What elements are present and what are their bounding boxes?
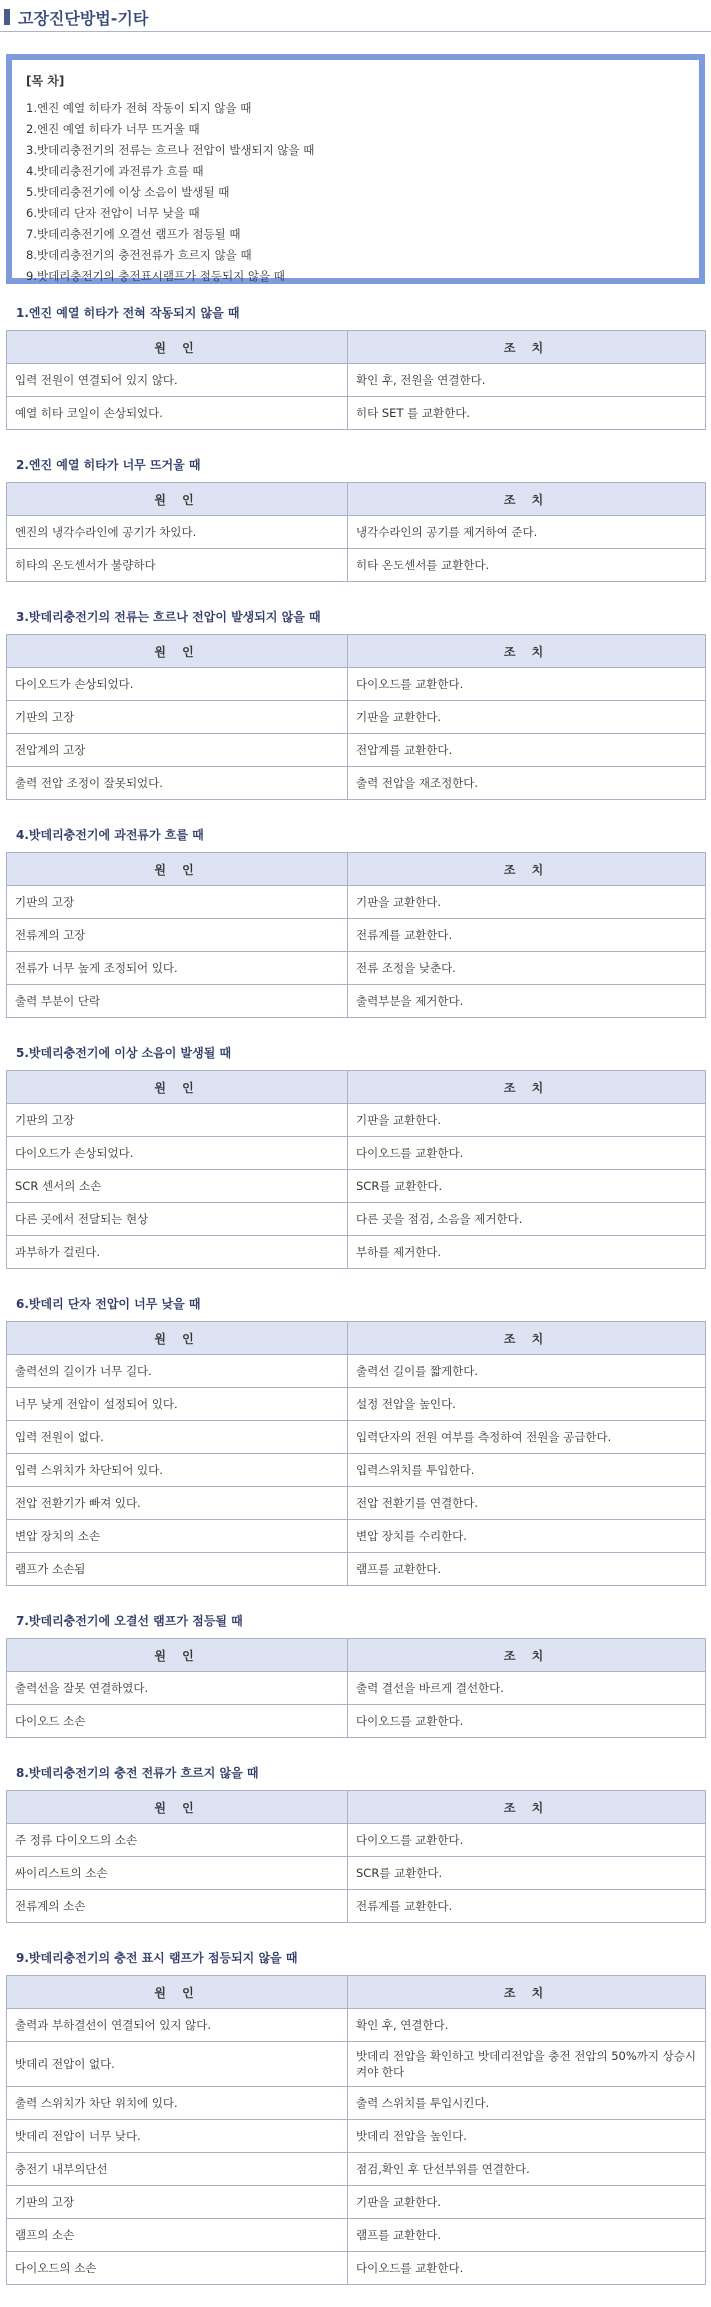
cause-cell: 출력 전압 조정이 잘못되었다. <box>7 767 348 800</box>
table-row <box>7 1890 706 1923</box>
table-row <box>7 2219 706 2252</box>
cause-cell: 전류가 너무 높게 조정되어 있다. <box>7 952 348 985</box>
table-row <box>7 668 706 701</box>
table-row <box>7 1421 706 1454</box>
section-title: 3.밧데리충전기의 전류는 흐르나 전압이 발생되지 않을 때 <box>16 610 321 624</box>
table-row <box>7 1857 706 1890</box>
cause-cell: 예열 히타 코일이 손상되었다. <box>7 397 348 430</box>
toc-item[interactable]: 7.밧데리충전기에 오결선 램프가 점등될 때 <box>26 227 241 241</box>
cause-action-table <box>6 1975 706 2285</box>
table-row <box>7 1553 706 1586</box>
table-row <box>7 734 706 767</box>
header-action: 조 치 <box>348 1639 706 1672</box>
action-cell: 램프를 교환한다. <box>348 2219 706 2252</box>
table-header-row <box>7 1639 706 1672</box>
header-cause: 원 인 <box>7 853 348 886</box>
title-marker-icon <box>4 9 10 25</box>
action-cell: 밧데리 전압을 확인하고 밧데리전압을 충전 전압의 50%까지 상승시켜야 한다 <box>348 2042 706 2087</box>
table-row <box>7 1355 706 1388</box>
action-cell: 냉각수라인의 공기를 제거하여 준다. <box>348 516 706 549</box>
table-row <box>7 1236 706 1269</box>
cause-cell: 기판의 고장 <box>7 1104 348 1137</box>
header-action: 조 치 <box>348 1976 706 2009</box>
table-row <box>7 1520 706 1553</box>
toc-item[interactable]: 2.엔진 예열 히타가 너무 뜨거울 때 <box>26 122 200 136</box>
header-action: 조 치 <box>348 635 706 668</box>
action-cell: 다이오드를 교환한다. <box>348 1137 706 1170</box>
cause-cell: 전류계의 소손 <box>7 1890 348 1923</box>
header-action: 조 치 <box>348 1791 706 1824</box>
cause-action-table <box>6 482 706 582</box>
action-cell: 히타 SET 를 교환한다. <box>348 397 706 430</box>
toc-item[interactable]: 5.밧데리충전기에 이상 소음이 발생될 때 <box>26 185 230 199</box>
table-row <box>7 2042 706 2087</box>
cause-cell: 과부하가 걸린다. <box>7 1236 348 1269</box>
cause-cell: 기판의 고장 <box>7 701 348 734</box>
troubleshoot-section <box>6 1756 705 1941</box>
toc-item[interactable]: 4.밧데리충전기에 과전류가 흐를 때 <box>26 164 204 178</box>
header-cause: 원 인 <box>7 331 348 364</box>
header-cause: 원 인 <box>7 635 348 668</box>
table-header-row <box>7 1071 706 1104</box>
table-row <box>7 1454 706 1487</box>
action-cell: 다이오드를 교환한다. <box>348 1824 706 1857</box>
action-cell: SCR를 교환한다. <box>348 1170 706 1203</box>
action-cell: 다른 곳을 점검, 소음을 제거한다. <box>348 1203 706 1236</box>
action-cell: 기판을 교환한다. <box>348 2186 706 2219</box>
cause-cell: 램프의 소손 <box>7 2219 348 2252</box>
cause-action-table <box>6 330 706 430</box>
toc-item[interactable]: 1.엔진 예열 히타가 전혀 작동이 되지 않을 때 <box>26 101 252 115</box>
action-cell: 전류 조정을 낮춘다. <box>348 952 706 985</box>
page-header <box>0 0 711 34</box>
table-row <box>7 516 706 549</box>
toc-item[interactable]: 9.밧데리충전기의 충전표시램프가 점등되지 않을 때 <box>26 269 285 283</box>
page-title: 고장진단방법-기타 <box>18 9 149 28</box>
cause-cell: 출력선을 잘못 연결하였다. <box>7 1672 348 1705</box>
table-row <box>7 767 706 800</box>
section-title: 1.엔진 예열 히타가 전혀 작동되지 않을 때 <box>16 306 240 320</box>
table-row <box>7 1203 706 1236</box>
cause-cell: 밧데리 전압이 없다. <box>7 2042 348 2087</box>
action-cell: 히타 온도센서를 교환한다. <box>348 549 706 582</box>
action-cell: 점검,확인 후 단선부위를 연결한다. <box>348 2153 706 2186</box>
table-row <box>7 2087 706 2120</box>
header-cause: 원 인 <box>7 483 348 516</box>
action-cell: 출력 스위치를 투입시킨다. <box>348 2087 706 2120</box>
table-row <box>7 2252 706 2285</box>
action-cell: 다이오드를 교환한다. <box>348 668 706 701</box>
section-title: 4.밧데리충전기에 과전류가 흐를 때 <box>16 828 204 842</box>
header-action: 조 치 <box>348 331 706 364</box>
cause-action-table <box>6 1638 706 1738</box>
toc-item[interactable]: 6.밧데리 단자 전압이 너무 낮을 때 <box>26 206 200 220</box>
cause-action-table <box>6 634 706 800</box>
header-action: 조 치 <box>348 1322 706 1355</box>
table-of-contents <box>6 54 705 284</box>
action-cell: 전압 전환기를 연결한다. <box>348 1487 706 1520</box>
title-divider <box>0 31 711 32</box>
cause-cell: 변압 장치의 소손 <box>7 1520 348 1553</box>
toc-item[interactable]: 3.밧데리충전기의 전류는 흐르나 전압이 발생되지 않을 때 <box>26 143 315 157</box>
header-action: 조 치 <box>348 853 706 886</box>
action-cell: 기판을 교환한다. <box>348 701 706 734</box>
cause-cell: 전압계의 고장 <box>7 734 348 767</box>
header-action: 조 치 <box>348 483 706 516</box>
action-cell: 전류계를 교환한다. <box>348 919 706 952</box>
cause-cell: 입력 전원이 없다. <box>7 1421 348 1454</box>
table-row <box>7 2120 706 2153</box>
troubleshoot-section <box>6 818 705 1036</box>
action-cell: 설정 전압을 높인다. <box>348 1388 706 1421</box>
cause-cell: 충전기 내부의단선 <box>7 2153 348 2186</box>
table-row <box>7 549 706 582</box>
action-cell: 램프를 교환한다. <box>348 1553 706 1586</box>
action-cell: SCR를 교환한다. <box>348 1857 706 1890</box>
section-title: 2.엔진 예열 히타가 너무 뜨거울 때 <box>16 458 201 472</box>
action-cell: 기판을 교환한다. <box>348 1104 706 1137</box>
action-cell: 출력선 길이를 짧게한다. <box>348 1355 706 1388</box>
table-header-row <box>7 331 706 364</box>
cause-cell: 너무 낮게 전압이 설정되어 있다. <box>7 1388 348 1421</box>
troubleshoot-section <box>6 1604 705 1756</box>
cause-cell: 다른 곳에서 전달되는 현상 <box>7 1203 348 1236</box>
table-row <box>7 1170 706 1203</box>
table-row <box>7 364 706 397</box>
cause-cell: 다이오드 소손 <box>7 1705 348 1738</box>
cause-cell: SCR 센서의 소손 <box>7 1170 348 1203</box>
troubleshoot-section <box>6 600 705 818</box>
cause-cell: 출력 스위치가 차단 위치에 있다. <box>7 2087 348 2120</box>
cause-cell: 출력 부분이 단락 <box>7 985 348 1018</box>
table-row <box>7 952 706 985</box>
toc-heading: [목 차] <box>26 74 65 88</box>
action-cell: 부하를 제거한다. <box>348 1236 706 1269</box>
table-row <box>7 1705 706 1738</box>
action-cell: 출력부분을 제거한다. <box>348 985 706 1018</box>
troubleshoot-section <box>6 448 705 600</box>
action-cell: 다이오드를 교환한다. <box>348 1705 706 1738</box>
cause-cell: 전류계의 고장 <box>7 919 348 952</box>
table-row <box>7 919 706 952</box>
cause-cell: 밧데리 전압이 너무 낮다. <box>7 2120 348 2153</box>
header-cause: 원 인 <box>7 1976 348 2009</box>
table-row <box>7 886 706 919</box>
header-cause: 원 인 <box>7 1639 348 1672</box>
cause-cell: 히타의 온도센서가 불량하다 <box>7 549 348 582</box>
cause-cell: 출력과 부하결선이 연결되어 있지 않다. <box>7 2009 348 2042</box>
header-cause: 원 인 <box>7 1071 348 1104</box>
troubleshoot-section <box>6 1036 705 1287</box>
header-cause: 원 인 <box>7 1791 348 1824</box>
table-row <box>7 2153 706 2186</box>
table-row <box>7 2009 706 2042</box>
cause-cell: 주 정류 다이오드의 소손 <box>7 1824 348 1857</box>
toc-item[interactable]: 8.밧데리충전기의 충전전류가 흐르지 않을 때 <box>26 248 252 262</box>
action-cell: 확인 후, 연결한다. <box>348 2009 706 2042</box>
cause-cell: 입력 전원이 연결되어 있지 않다. <box>7 364 348 397</box>
header-cause: 원 인 <box>7 1322 348 1355</box>
header-action: 조 치 <box>348 1071 706 1104</box>
action-cell: 출력 전압을 재조정한다. <box>348 767 706 800</box>
table-row <box>7 1824 706 1857</box>
cause-cell: 기판의 고장 <box>7 2186 348 2219</box>
troubleshoot-section <box>6 296 705 448</box>
cause-action-table <box>6 1321 706 1586</box>
cause-action-table <box>6 852 706 1018</box>
table-header-row <box>7 1791 706 1824</box>
cause-cell: 엔진의 냉각수라인에 공기가 차있다. <box>7 516 348 549</box>
cause-cell: 램프가 소손됨 <box>7 1553 348 1586</box>
troubleshoot-section <box>6 1287 705 1604</box>
action-cell: 전압계를 교환한다. <box>348 734 706 767</box>
cause-cell: 다이오드가 손상되었다. <box>7 668 348 701</box>
table-row <box>7 1137 706 1170</box>
table-row <box>7 2186 706 2219</box>
section-title: 9.밧데리충전기의 충전 표시 램프가 점등되지 않을 때 <box>16 1951 298 1965</box>
action-cell: 기판을 교환한다. <box>348 886 706 919</box>
cause-cell: 입력 스위치가 차단되어 있다. <box>7 1454 348 1487</box>
table-header-row <box>7 635 706 668</box>
action-cell: 밧데리 전압을 높인다. <box>348 2120 706 2153</box>
table-header-row <box>7 1322 706 1355</box>
troubleshoot-section <box>6 1941 705 2303</box>
section-title: 7.밧데리충전기에 오결선 램프가 점등될 때 <box>16 1614 243 1628</box>
action-cell: 변압 장치를 수리한다. <box>348 1520 706 1553</box>
table-row <box>7 701 706 734</box>
cause-cell: 기판의 고장 <box>7 886 348 919</box>
action-cell: 입력단자의 전원 여부를 측정하여 전원을 공급한다. <box>348 1421 706 1454</box>
section-title: 8.밧데리충전기의 충전 전류가 흐르지 않을 때 <box>16 1766 259 1780</box>
action-cell: 입력스위치를 투입한다. <box>348 1454 706 1487</box>
table-row <box>7 985 706 1018</box>
table-row <box>7 1104 706 1137</box>
cause-cell: 출력선의 길이가 너무 길다. <box>7 1355 348 1388</box>
section-title: 6.밧데리 단자 전압이 너무 낮을 때 <box>16 1297 201 1311</box>
table-header-row <box>7 853 706 886</box>
cause-action-table <box>6 1070 706 1269</box>
action-cell: 확인 후, 전원을 연결한다. <box>348 364 706 397</box>
action-cell: 다이오드를 교환한다. <box>348 2252 706 2285</box>
table-row <box>7 1672 706 1705</box>
cause-action-table <box>6 1790 706 1923</box>
cause-cell: 싸이리스트의 소손 <box>7 1857 348 1890</box>
table-header-row <box>7 483 706 516</box>
table-header-row <box>7 1976 706 2009</box>
section-title: 5.밧데리충전기에 이상 소음이 발생될 때 <box>16 1046 232 1060</box>
action-cell: 출력 결선을 바르게 결선한다. <box>348 1672 706 1705</box>
cause-cell: 다이오드의 소손 <box>7 2252 348 2285</box>
table-row <box>7 397 706 430</box>
action-cell: 전류계를 교환한다. <box>348 1890 706 1923</box>
cause-cell: 다이오드가 손상되었다. <box>7 1137 348 1170</box>
cause-cell: 전압 전환기가 빠져 있다. <box>7 1487 348 1520</box>
table-row <box>7 1388 706 1421</box>
table-row <box>7 1487 706 1520</box>
